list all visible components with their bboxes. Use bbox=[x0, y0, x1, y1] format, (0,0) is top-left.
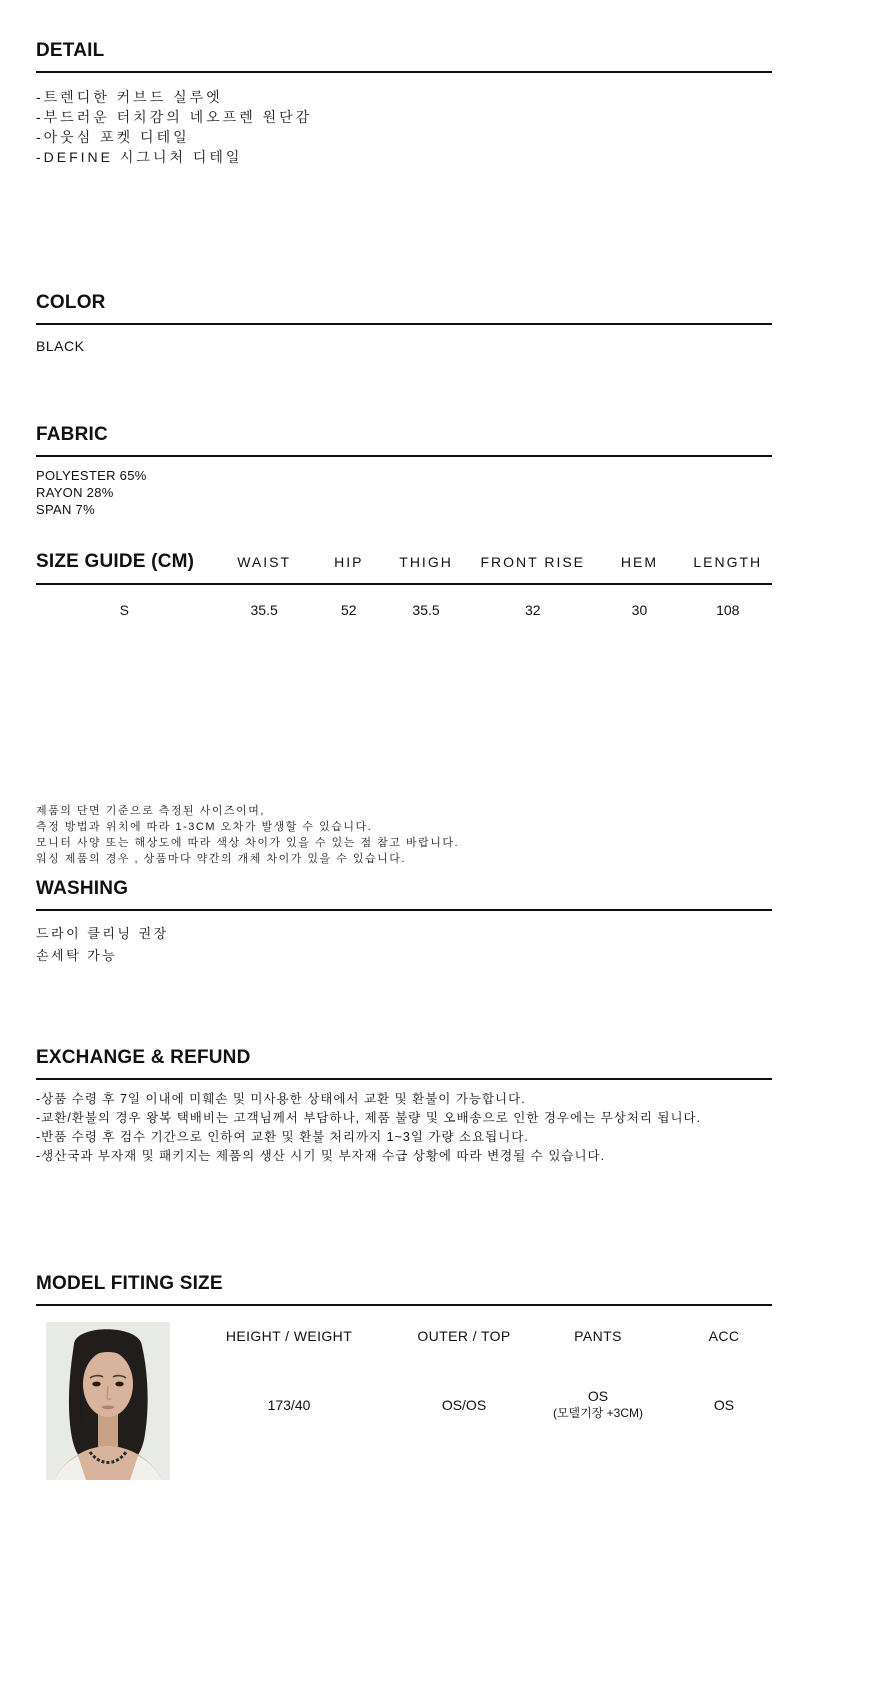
product-info-page bbox=[36, 0, 772, 1480]
model-col-head: HEIGHT / WEIGHT bbox=[225, 1328, 353, 1344]
fabric-title: FABRIC bbox=[36, 424, 772, 457]
size-col-length: LENGTH bbox=[693, 554, 763, 570]
model-photo bbox=[46, 1322, 170, 1480]
size-note: 워싱 제품의 경우 , 상품마다 약간의 개체 차이가 있을 수 있습니다. bbox=[36, 853, 406, 865]
model-height-weight-value: 173/40 bbox=[267, 1396, 311, 1413]
model-outer-top-value: OS/OS bbox=[441, 1396, 487, 1413]
size-cell-front-rise: 32 bbox=[524, 602, 541, 618]
fabric-item: RAYON 28% bbox=[36, 485, 114, 500]
size-cell-size: S bbox=[119, 602, 129, 618]
model-col-head: PANTS bbox=[574, 1328, 622, 1344]
detail-item: -DEFINE 시그니처 디테일 bbox=[36, 149, 243, 165]
model-portrait-illustration bbox=[46, 1322, 170, 1480]
detail-item: -아웃심 포켓 디테일 bbox=[36, 129, 190, 145]
model-acc-value: OS bbox=[713, 1396, 735, 1413]
size-col-thigh: THIGH bbox=[399, 554, 453, 570]
washing-list bbox=[36, 923, 772, 967]
size-col-hem: HEM bbox=[620, 554, 659, 570]
size-cell-length: 108 bbox=[716, 602, 740, 618]
exchange-list bbox=[36, 1090, 772, 1166]
exchange-title: EXCHANGE & REFUND bbox=[36, 1047, 772, 1080]
model-value-wrap bbox=[676, 1344, 772, 1480]
section-detail bbox=[36, 40, 772, 167]
exchange-item: -반품 수령 후 검수 기간으로 인하여 교환 및 환불 처리까지 1~3일 가량 소요됩니다. bbox=[36, 1130, 529, 1144]
fabric-item: POLYESTER 65% bbox=[36, 468, 147, 483]
model-value-wrap bbox=[170, 1344, 408, 1480]
model-pants-value bbox=[553, 1388, 643, 1422]
size-note: 측정 방법과 위치에 따라 1-3CM 오차가 발생할 수 있습니다. bbox=[36, 821, 373, 833]
section-fabric bbox=[36, 424, 772, 518]
detail-item: -트렌디한 커브드 실루엣 bbox=[36, 89, 223, 105]
section-size-guide bbox=[36, 551, 772, 867]
exchange-item: -생산국과 부자재 및 패키지는 제품의 생산 시기 및 부자재 수급 상황에 따라 변경될 수 있습니다. bbox=[36, 1149, 606, 1163]
size-guide-title: SIZE GUIDE (CM) bbox=[36, 551, 195, 572]
model-col-acc bbox=[676, 1322, 772, 1480]
washing-item: 손세탁 가능 bbox=[36, 948, 118, 963]
washing-item: 드라이 클리닝 권장 bbox=[36, 926, 169, 941]
model-fitting-table bbox=[36, 1322, 772, 1480]
fabric-item: SPAN 7% bbox=[36, 502, 95, 517]
size-note: 모니터 사양 또는 해상도에 따라 색상 차이가 있을 수 있는 점 참고 바랍니다. bbox=[36, 837, 460, 849]
size-note: 제품의 단면 기준으로 측정된 사이즈이며, bbox=[36, 805, 265, 817]
detail-list bbox=[36, 87, 772, 167]
exchange-item: -교환/환불의 경우 왕복 택배비는 고객님께서 부담하나, 제품 불량 및 오배송으로 인한 경우에는 무상처리 됩니다. bbox=[36, 1111, 702, 1125]
size-cell-waist: 35.5 bbox=[250, 602, 278, 618]
model-value-wrap bbox=[408, 1344, 520, 1480]
size-cell-hem: 30 bbox=[631, 602, 648, 618]
model-fitting-title: MODEL FITING SIZE bbox=[36, 1273, 772, 1306]
color-title: COLOR bbox=[36, 292, 772, 325]
size-guide-header-row bbox=[36, 551, 772, 585]
detail-title: DETAIL bbox=[36, 40, 772, 73]
section-color bbox=[36, 292, 772, 354]
model-col-pants bbox=[520, 1322, 676, 1480]
fabric-list bbox=[36, 467, 772, 518]
size-col-front-rise: FRONT RISE bbox=[480, 554, 586, 570]
section-washing bbox=[36, 878, 772, 967]
section-exchange-refund bbox=[36, 1047, 772, 1166]
model-pants-size: OS bbox=[587, 1388, 609, 1404]
size-col-hip: HIP bbox=[334, 554, 364, 570]
model-col-outer-top bbox=[408, 1322, 520, 1480]
washing-title: WASHING bbox=[36, 878, 772, 911]
size-col-waist: WAIST bbox=[237, 554, 292, 570]
detail-item: -부드러운 터치감의 네오프렌 원단감 bbox=[36, 109, 313, 125]
exchange-item: -상품 수령 후 7일 이내에 미훼손 및 미사용한 상태에서 교환 및 환불이 가능합니다. bbox=[36, 1092, 526, 1106]
size-cell-thigh: 35.5 bbox=[412, 602, 440, 618]
size-guide-notes bbox=[36, 803, 772, 867]
size-cell-hip: 52 bbox=[340, 602, 357, 618]
color-value: BLACK bbox=[36, 338, 85, 354]
model-pants-note: (모델기장 +3CM) bbox=[552, 1406, 644, 1420]
size-guide-row-s bbox=[36, 602, 772, 618]
model-col-height-weight bbox=[170, 1322, 408, 1480]
model-col-head: OUTER / TOP bbox=[417, 1328, 511, 1344]
model-value-wrap bbox=[520, 1344, 676, 1480]
section-model-fitting bbox=[36, 1273, 772, 1480]
model-col-head: ACC bbox=[708, 1328, 740, 1344]
